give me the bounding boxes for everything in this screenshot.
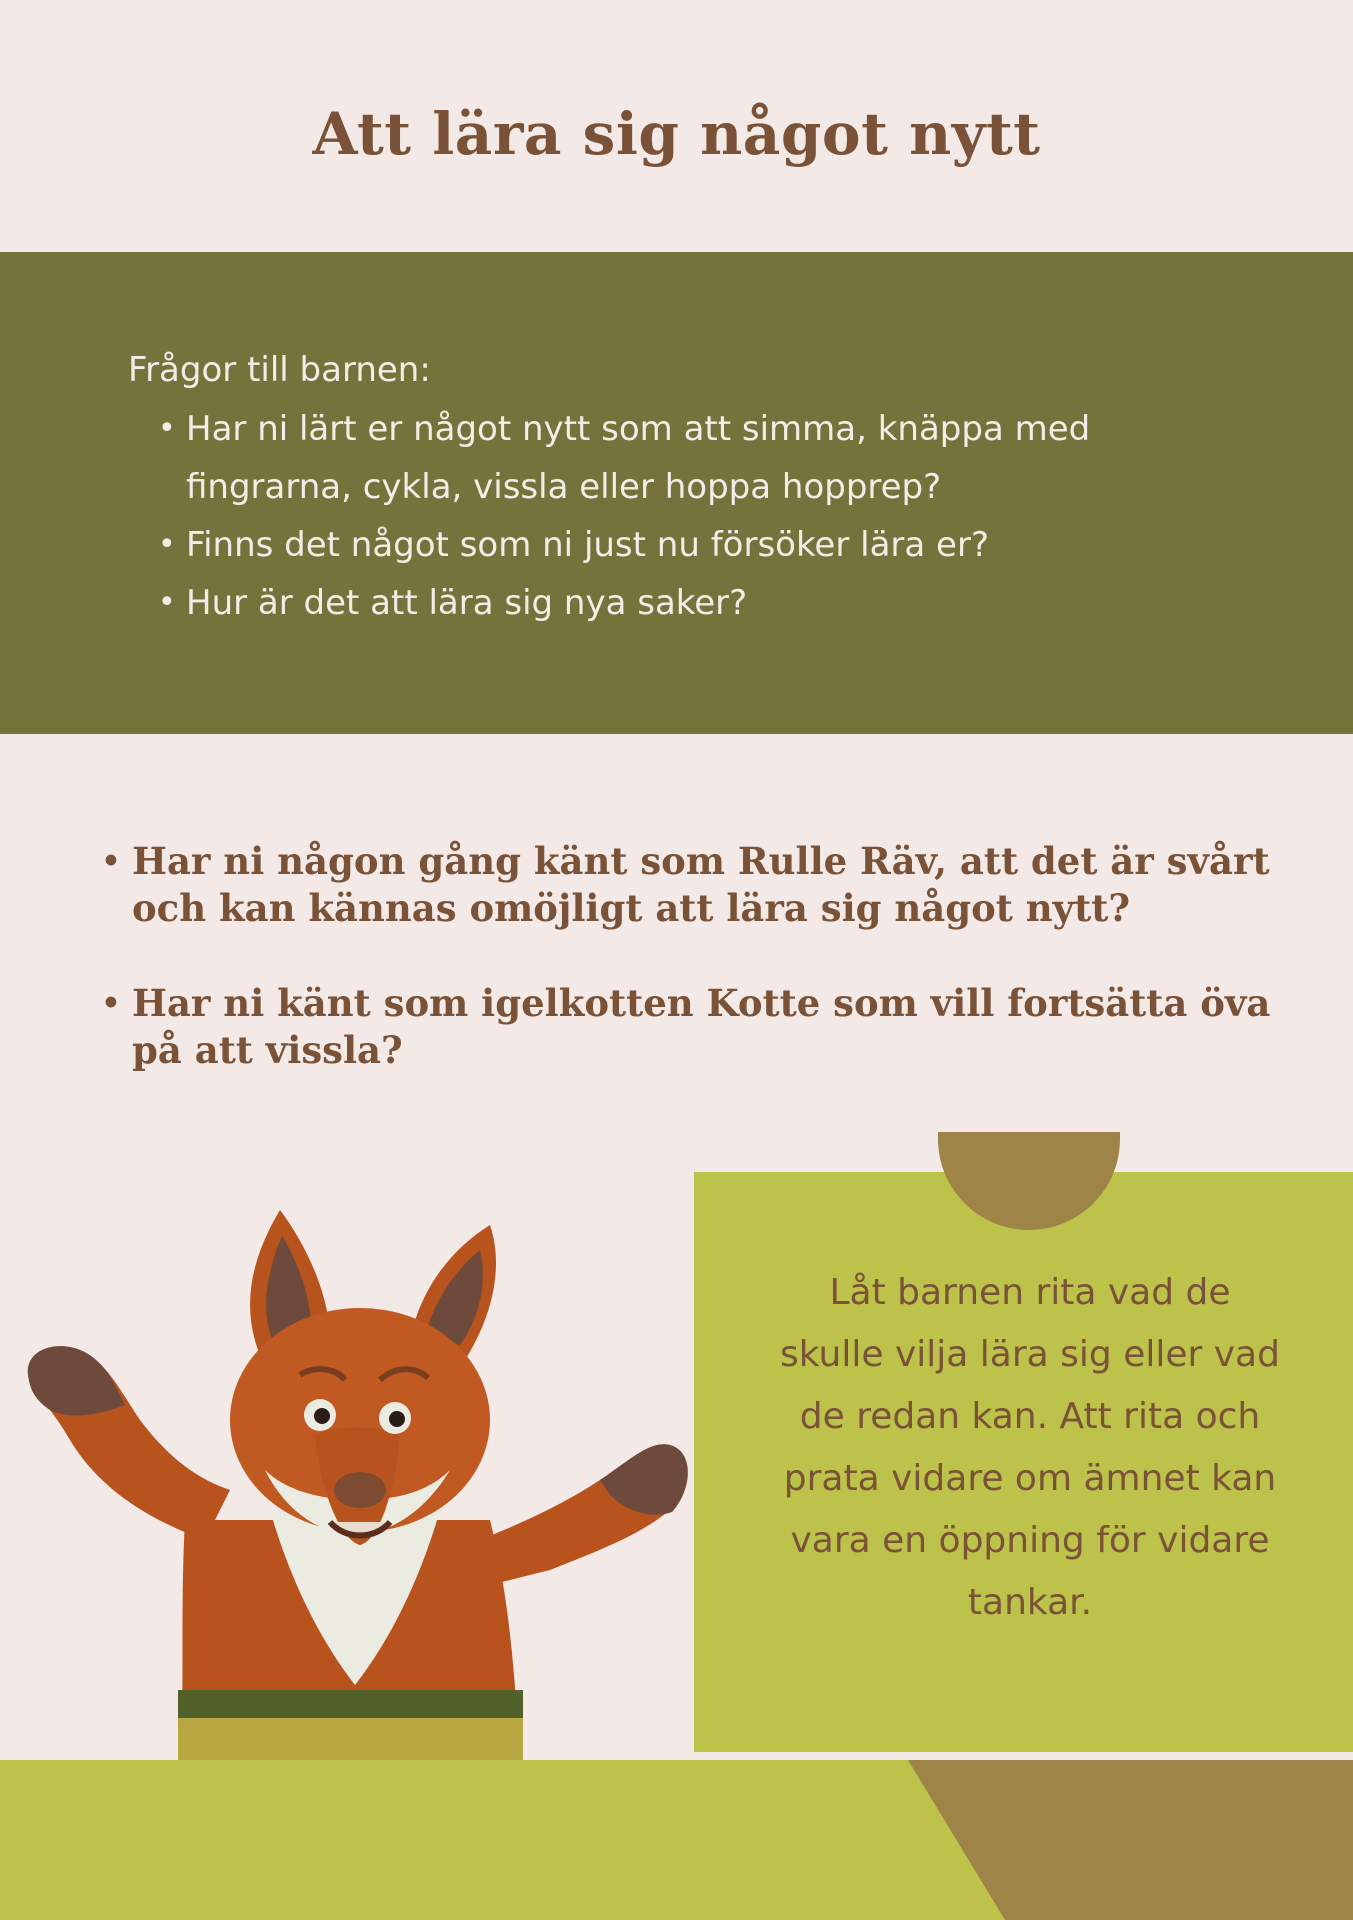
story-questions-list bbox=[100, 838, 1280, 1122]
page-title: Att lära sig något nytt bbox=[312, 100, 1041, 168]
question-item: • Hur är det att lära sig nya saker? bbox=[158, 574, 1238, 632]
question-item: • Finns det något som ni just nu försöker lära er? bbox=[158, 516, 1238, 574]
question-item: • Har ni lärt er något nytt som att simma, knäppa med fingrarna, cykla, vissla eller hoppa hopprep? bbox=[158, 400, 1238, 516]
questions-intro: Frågor till barnen: bbox=[128, 350, 431, 390]
questions-section bbox=[0, 252, 1353, 734]
bottom-ochre-shape bbox=[0, 1760, 1353, 1920]
story-question-item: • Har ni känt som igelkotten Kotte som vill fortsätta öva på att vissla? bbox=[100, 980, 1280, 1074]
questions-list bbox=[158, 400, 1238, 632]
fox-puppet-illustration bbox=[10, 1190, 700, 1760]
activity-text: Låt barnen rita vad de skulle vilja lära sig eller vad de redan kan. Att rita och prata vidare om ämnet kan vara en öppning för vidare tankar. bbox=[780, 1272, 1280, 1623]
story-question-item: • Har ni någon gång känt som Rulle Räv, att det är svårt och kan kännas omöjligt att lära sig något nytt? bbox=[100, 838, 1280, 932]
